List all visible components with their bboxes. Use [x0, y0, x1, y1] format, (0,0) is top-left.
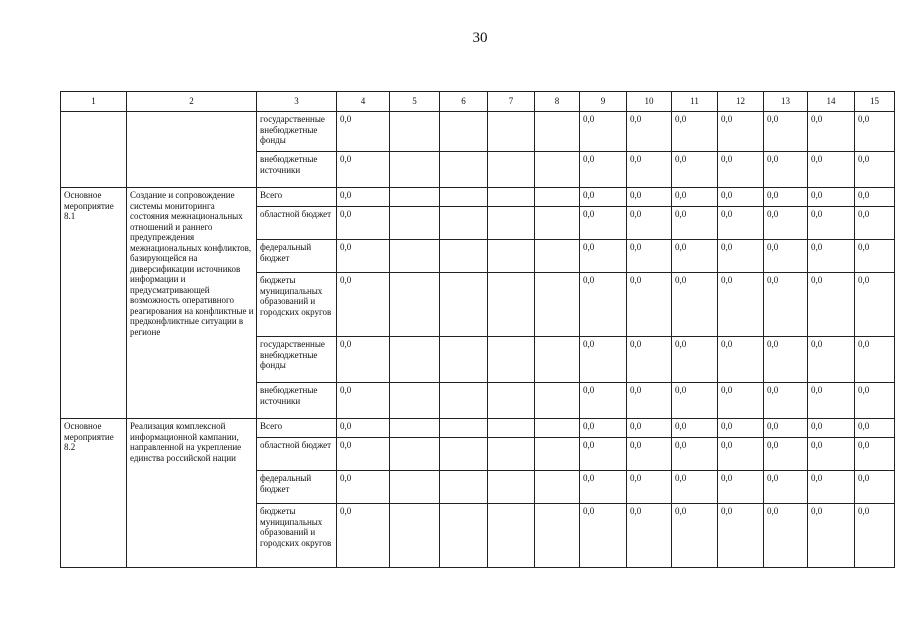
value-cell: 0,0 [672, 471, 718, 504]
value-cell [440, 240, 488, 273]
value-cell: 0,0 [855, 471, 895, 504]
value-cell: 0,0 [627, 112, 672, 152]
column-header: 13 [764, 92, 808, 112]
value-cell [390, 383, 440, 419]
value-cell: 0,0 [672, 504, 718, 568]
value-cell [535, 337, 580, 383]
value-cell: 0,0 [855, 438, 895, 471]
value-cell: 0,0 [855, 207, 895, 240]
value-cell [488, 337, 535, 383]
funding-source: Всего [257, 188, 337, 207]
activity-code: Основное мероприятие 8.1 [61, 188, 127, 419]
funding-source: федеральный бюджет [257, 471, 337, 504]
column-header: 1 [61, 92, 127, 112]
value-cell [390, 188, 440, 207]
value-cell: 0,0 [808, 112, 855, 152]
value-cell [390, 112, 440, 152]
column-header: 4 [337, 92, 390, 112]
value-cell [488, 188, 535, 207]
value-cell: 0,0 [627, 207, 672, 240]
value-cell: 0,0 [627, 504, 672, 568]
value-cell: 0,0 [672, 112, 718, 152]
funding-source: областной бюджет [257, 438, 337, 471]
value-cell [390, 337, 440, 383]
value-cell: 0,0 [855, 383, 895, 419]
value-cell: 0,0 [718, 152, 764, 188]
value-cell: 0,0 [672, 240, 718, 273]
value-cell [440, 152, 488, 188]
value-cell: 0,0 [764, 273, 808, 337]
value-cell: 0,0 [764, 438, 808, 471]
value-cell [535, 188, 580, 207]
value-cell: 0,0 [672, 188, 718, 207]
value-cell [440, 337, 488, 383]
value-cell [488, 273, 535, 337]
value-cell: 0,0 [764, 504, 808, 568]
value-cell [488, 207, 535, 240]
value-cell: 0,0 [764, 419, 808, 438]
value-cell: 0,0 [337, 504, 390, 568]
value-cell: 0,0 [808, 273, 855, 337]
value-cell: 0,0 [627, 337, 672, 383]
value-cell [390, 504, 440, 568]
value-cell [488, 112, 535, 152]
column-header: 2 [127, 92, 257, 112]
funding-source: внебюджетные источники [257, 383, 337, 419]
value-cell [390, 273, 440, 337]
value-cell [390, 438, 440, 471]
value-cell [440, 273, 488, 337]
value-cell: 0,0 [337, 112, 390, 152]
column-header: 12 [718, 92, 764, 112]
value-cell: 0,0 [580, 152, 627, 188]
value-cell: 0,0 [764, 152, 808, 188]
value-cell: 0,0 [764, 207, 808, 240]
value-cell: 0,0 [808, 504, 855, 568]
value-cell: 0,0 [764, 112, 808, 152]
value-cell [488, 383, 535, 419]
value-cell [535, 438, 580, 471]
budget-table [60, 91, 895, 568]
value-cell: 0,0 [337, 240, 390, 273]
value-cell: 0,0 [672, 419, 718, 438]
value-cell: 0,0 [580, 188, 627, 207]
column-header: 7 [488, 92, 535, 112]
column-header: 6 [440, 92, 488, 112]
value-cell [535, 419, 580, 438]
column-header: 15 [855, 92, 895, 112]
value-cell [440, 383, 488, 419]
column-header: 8 [535, 92, 580, 112]
value-cell: 0,0 [718, 337, 764, 383]
value-cell: 0,0 [764, 471, 808, 504]
value-cell: 0,0 [580, 383, 627, 419]
value-cell [440, 438, 488, 471]
value-cell: 0,0 [718, 188, 764, 207]
value-cell: 0,0 [672, 207, 718, 240]
value-cell [390, 152, 440, 188]
value-cell: 0,0 [627, 188, 672, 207]
value-cell: 0,0 [718, 383, 764, 419]
value-cell: 0,0 [855, 240, 895, 273]
value-cell: 0,0 [580, 471, 627, 504]
value-cell: 0,0 [764, 188, 808, 207]
table-row [61, 419, 895, 438]
value-cell: 0,0 [855, 419, 895, 438]
value-cell: 0,0 [672, 152, 718, 188]
value-cell: 0,0 [808, 383, 855, 419]
value-cell: 0,0 [718, 112, 764, 152]
value-cell [390, 471, 440, 504]
value-cell: 0,0 [337, 383, 390, 419]
column-header: 9 [580, 92, 627, 112]
value-cell [390, 419, 440, 438]
value-cell: 0,0 [627, 471, 672, 504]
value-cell [440, 112, 488, 152]
value-cell: 0,0 [855, 337, 895, 383]
value-cell: 0,0 [627, 273, 672, 337]
value-cell [535, 471, 580, 504]
value-cell: 0,0 [337, 438, 390, 471]
value-cell: 0,0 [718, 504, 764, 568]
value-cell [488, 471, 535, 504]
value-cell: 0,0 [580, 337, 627, 383]
value-cell: 0,0 [580, 240, 627, 273]
value-cell: 0,0 [672, 383, 718, 419]
value-cell [535, 112, 580, 152]
table-header [61, 92, 895, 112]
value-cell [488, 240, 535, 273]
value-cell: 0,0 [337, 152, 390, 188]
value-cell [488, 419, 535, 438]
value-cell: 0,0 [337, 188, 390, 207]
value-cell: 0,0 [855, 112, 895, 152]
value-cell [440, 419, 488, 438]
page-number: 30 [472, 30, 488, 46]
table-row [61, 112, 895, 152]
value-cell: 0,0 [855, 273, 895, 337]
column-header: 14 [808, 92, 855, 112]
value-cell: 0,0 [808, 471, 855, 504]
value-cell: 0,0 [337, 273, 390, 337]
value-cell: 0,0 [672, 337, 718, 383]
value-cell [440, 207, 488, 240]
value-cell [440, 504, 488, 568]
activity-code [61, 112, 127, 188]
value-cell: 0,0 [627, 240, 672, 273]
column-header: 5 [390, 92, 440, 112]
funding-source: бюджеты муниципальных образований и городских округов [257, 504, 337, 568]
funding-source: федеральный бюджет [257, 240, 337, 273]
value-cell: 0,0 [855, 188, 895, 207]
value-cell: 0,0 [808, 337, 855, 383]
value-cell [535, 504, 580, 568]
value-cell [488, 504, 535, 568]
value-cell: 0,0 [718, 438, 764, 471]
value-cell: 0,0 [855, 152, 895, 188]
value-cell: 0,0 [627, 419, 672, 438]
table-row [61, 188, 895, 207]
funding-source: Всего [257, 419, 337, 438]
value-cell: 0,0 [672, 273, 718, 337]
value-cell: 0,0 [580, 504, 627, 568]
activity-code: Основное мероприятие 8.2 [61, 419, 127, 568]
value-cell [390, 207, 440, 240]
value-cell [535, 383, 580, 419]
value-cell [488, 438, 535, 471]
value-cell: 0,0 [627, 383, 672, 419]
activity-title [127, 112, 257, 188]
value-cell: 0,0 [808, 438, 855, 471]
activity-title: Реализация комплексной информационной кампании, направленной на укрепление единства российской нации [127, 419, 257, 568]
funding-source: государственные внебюджетные фонды [257, 112, 337, 152]
value-cell: 0,0 [808, 188, 855, 207]
value-cell: 0,0 [808, 207, 855, 240]
funding-source: внебюджетные источники [257, 152, 337, 188]
value-cell: 0,0 [580, 207, 627, 240]
header-row [61, 92, 895, 112]
value-cell: 0,0 [627, 152, 672, 188]
value-cell: 0,0 [764, 383, 808, 419]
column-header: 11 [672, 92, 718, 112]
value-cell: 0,0 [855, 504, 895, 568]
value-cell: 0,0 [337, 337, 390, 383]
funding-source: государственные внебюджетные фонды [257, 337, 337, 383]
value-cell: 0,0 [718, 471, 764, 504]
value-cell: 0,0 [764, 240, 808, 273]
value-cell: 0,0 [580, 438, 627, 471]
value-cell: 0,0 [718, 207, 764, 240]
value-cell [440, 471, 488, 504]
value-cell: 0,0 [672, 438, 718, 471]
value-cell: 0,0 [337, 419, 390, 438]
value-cell [488, 152, 535, 188]
column-header: 3 [257, 92, 337, 112]
value-cell: 0,0 [580, 419, 627, 438]
value-cell [535, 207, 580, 240]
value-cell: 0,0 [718, 273, 764, 337]
value-cell [440, 188, 488, 207]
value-cell: 0,0 [337, 207, 390, 240]
value-cell [390, 240, 440, 273]
value-cell [535, 273, 580, 337]
value-cell: 0,0 [808, 419, 855, 438]
value-cell [535, 152, 580, 188]
value-cell: 0,0 [627, 438, 672, 471]
value-cell: 0,0 [718, 240, 764, 273]
value-cell: 0,0 [580, 273, 627, 337]
value-cell: 0,0 [808, 240, 855, 273]
value-cell: 0,0 [808, 152, 855, 188]
value-cell [535, 240, 580, 273]
funding-source: областной бюджет [257, 207, 337, 240]
column-header: 10 [627, 92, 672, 112]
value-cell: 0,0 [764, 337, 808, 383]
table-body [61, 112, 895, 568]
value-cell: 0,0 [580, 112, 627, 152]
value-cell: 0,0 [337, 471, 390, 504]
funding-source: бюджеты муниципальных образований и городских округов [257, 273, 337, 337]
activity-title: Создание и сопровождение системы мониторинга состояния межнациональных отношений и раннего предупреждения межнациональных конфликтов, базирующейся на диверсификации источников информации и предусматривающей возможность оперативного реагирования на конфликтные и предконфликтные ситуации в регионе [127, 188, 257, 419]
value-cell: 0,0 [718, 419, 764, 438]
